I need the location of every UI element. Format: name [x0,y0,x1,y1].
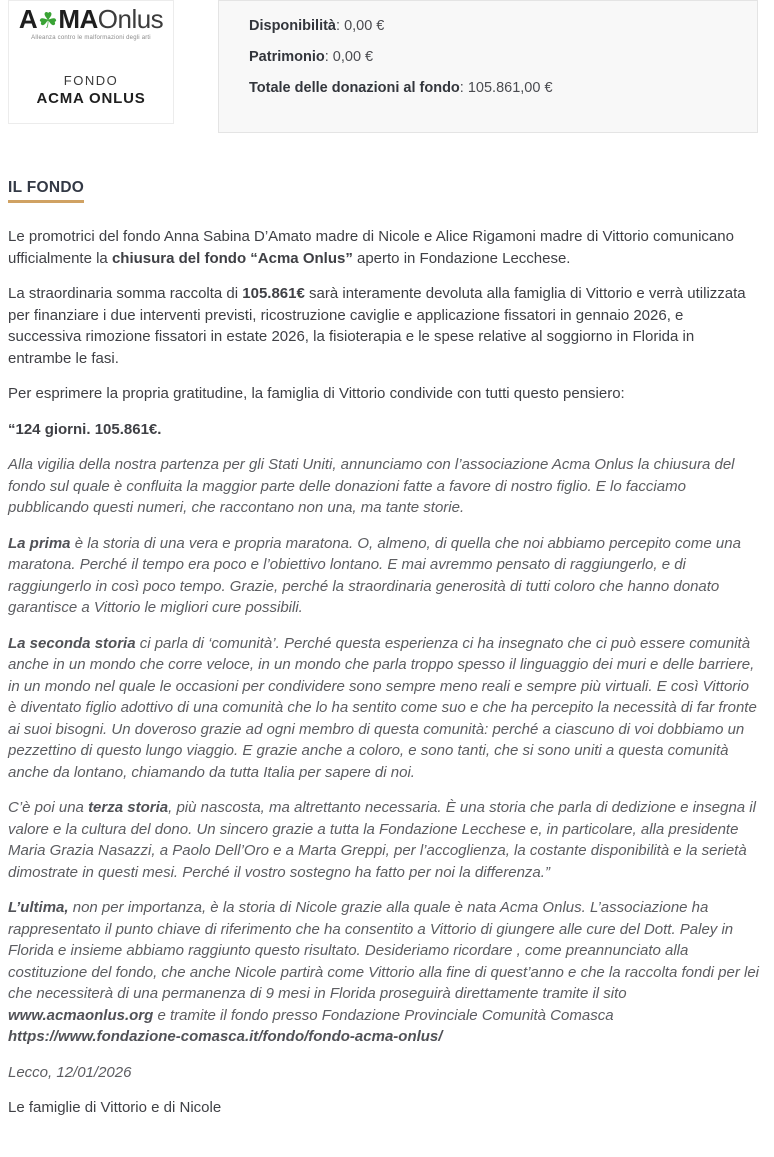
paragraph [8,533,760,619]
text-segment: sarà interamente devoluta alla famiglia di Vittorio e verrà utilizzata per finanziare i due interventi previsti, ricostruzione caviglie e applicazione fissatori in gennaio 2026, e successiva rimozione fissatori in estate 2026, la fisioterapia e le spese relative al soggiorno in Florida in entrambe le fasi. [8,285,746,367]
logo-card [8,0,174,124]
paragraph [8,283,760,369]
logo-tagline: Alleanza contro le malformazioni degli arti [31,35,151,41]
stat-separator: : [459,80,468,96]
stat-row-patrimonio [249,49,737,66]
paragraph [8,419,760,441]
text-segment: terza storia [88,799,169,816]
text-segment: L’ultima, [8,899,69,916]
text-segment: La prima [8,534,71,552]
paragraph [8,383,760,405]
paragraph [8,633,760,784]
text-segment: aperto in Fondazione Lecchese. [352,249,571,267]
text-segment: “124 giorni. 105.861€. [8,420,162,438]
logo-letter-a: A [18,4,38,34]
text-segment: Le promotrici del fondo Anna Sabina D’Amato madre di Nicole e Alice Rigamoni madre di Vittorio comunicano ufficialmente la [8,228,734,267]
paragraph [8,1097,760,1119]
fondo-label: FONDO [63,73,119,88]
article-paragraphs [0,203,774,1157]
page-header [0,0,774,133]
text-segment: 105.861€ [242,285,305,302]
logo-letters-ma: MA [58,4,98,34]
stat-value: 105.861,00 € [467,80,553,96]
text-segment: non per importanza, è la storia di Nicole grazie alla quale è nata Acma Onlus. L’associazione ha rappresentato il punto chiave di riferimento che ha consentito a Vittorio di giungere alle cure del Dott. Paley in Florida e insieme abbiamo raggiunto questo risultato. Desideriamo ricordare , come preannunciato alla costituzione del fondo, che anche Nicole partirà come Vittorio alla fine di quest’anno e che la raccolta fondi per lei che necessiterà di una permanenza di 9 mesi in Florida proseguirà direttamente tramite il sito [8,899,760,1002]
text-segment: C’è poi una [8,799,89,816]
logo-word-onlus: Onlus [97,4,164,34]
text-segment: è la storia di una vera e propria maratona. O, almeno, di quella che noi abbiamo percepito come una maratona. Perché il tempo era poco e l’obiettivo lontano. E mai avremmo pensato di raggiungerlo, e di raggiungerlo in così poco tempo. Grazie, perché la straordinaria generosità di tutti coloro che hanno donato garantisce a Vittorio le migliori cure possibili. [8,534,741,616]
stat-label: Totale delle donazioni al fondo [249,80,460,96]
stat-separator: : [336,18,345,34]
text-segment: , più nascosta, ma altrettanto necessaria. È una storia che parla di dedizione e insegna il valore e la cultura del dono. Un sincero grazie a tutta la Fondazione Lecchese e, in particolare, alla presidente Maria Grazia Nasazzi, a Paolo Dell’Oro e a Marta Greppi, per l’accoglienza, la costante disponibilità e la serietà dimostrate in questi mesi. Perché il vostro sostegno ha fatto per noi la differenza.” [8,799,756,881]
link[interactable]: https://www.fondazione-comasca.it/fondo/fondo-acma-onlus/ [8,1028,443,1045]
clover-icon: ☘ [38,8,58,33]
link[interactable]: www.acmaonlus.org [8,1006,154,1024]
paragraph [8,1062,760,1084]
stat-label: Disponibilità [249,18,336,34]
text-segment: chiusura del fondo “Acma Onlus” [111,249,353,267]
paragraph [8,226,760,269]
text-segment: Per esprimere la propria gratitudine, la famiglia di Vittorio condivide con tutti questo pensiero: [8,385,625,402]
text-segment: Le famiglie di Vittorio e di Nicole [8,1099,222,1116]
paragraph [8,897,760,1048]
text-segment: e tramite il fondo presso Fondazione Provinciale Comunità Comasca [153,1006,614,1024]
section-title-il-fondo: IL FONDO [8,179,84,203]
stat-label: Patrimonio [249,49,325,65]
text-segment: Lecco, 12/01/2026 [8,1063,132,1081]
stat-row-totale-donazioni [249,80,737,97]
text-segment: La straordinaria somma raccolta di [8,285,243,302]
paragraph [8,454,760,519]
acma-logo [9,4,173,36]
text-segment: La seconda storia [8,634,136,652]
stat-separator: : [324,49,333,65]
stat-row-disponibilita [249,18,737,35]
text-segment: ci parla di ‘comunità’. Perché questa esperienza ci ha insegnato che ci può essere comunità anche in un mondo che corre veloce, in un mondo che parla troppo spesso il linguaggio dei muri e delle barriere, in un mondo nel quale le occasioni per condividere sono sempre meno reali e sempre più virtuali. E così Vittorio è diventato figlio adottivo di una comunità che lo ha sentito come suo e che ha percepito la necessità di far fronte ai suoi bisogni. Un doveroso grazie ad ogni membro di questa comunità: perché a ciascuno di voi dobbiamo un pezzettino di questo lungo viaggio. E grazie anche a coloro, e sono tanti, che si sono uniti a questa comunità anche da lontano, chiamando da tutta Italia per sapere di noi. [8,634,757,781]
stat-value: 0,00 € [344,18,385,34]
stat-value: 0,00 € [332,49,374,65]
text-segment: Alla vigilia della nostra partenza per gli Stati Uniti, annunciamo con l’associazione Acma Onlus la chiusura del fondo sul quale è confluita la maggior parte delle donazioni fatte a favore di nostro figlio. E lo facciamo pubblicando questi numeri, che raccontano non una, ma tante storie. [8,456,735,516]
paragraph [8,797,760,883]
fondo-name: ACMA ONLUS [36,90,146,107]
fund-stats-box [218,0,758,133]
